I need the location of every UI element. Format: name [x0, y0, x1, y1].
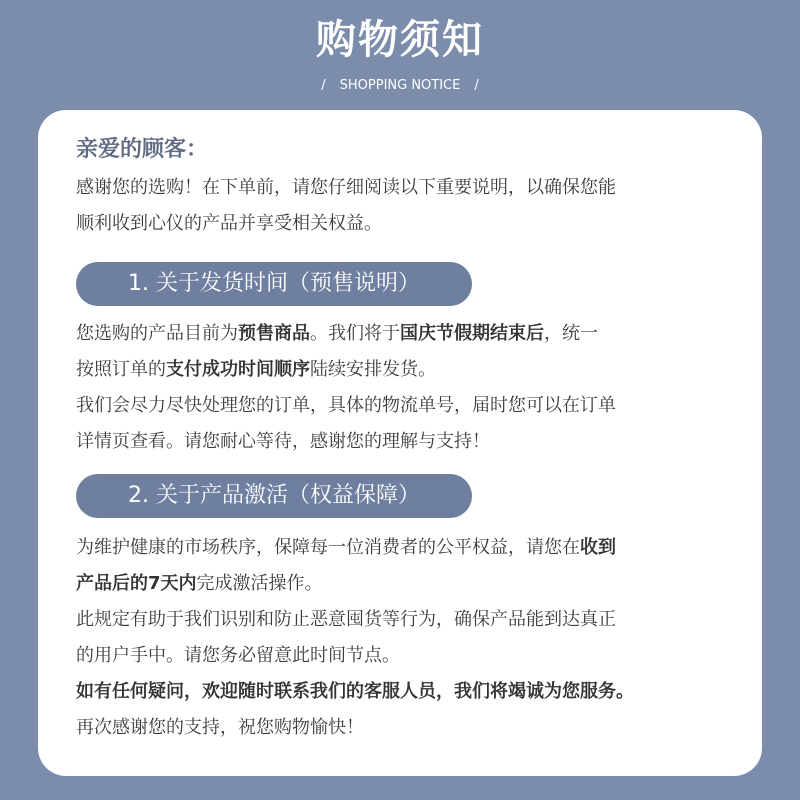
highlight-contact: 如有任何疑问，欢迎随时联系我们的客服人员，我们将竭诚为您服务。	[76, 681, 634, 702]
section-2-line-5	[76, 674, 736, 710]
section-1-body	[76, 316, 736, 460]
section-1-line-2	[76, 352, 736, 388]
text: 。我们将于	[310, 323, 400, 344]
highlight-payment-order: 支付成功时间顺序	[166, 359, 310, 380]
page-title: 购物须知	[316, 17, 484, 63]
notice-card	[38, 110, 762, 776]
page-subtitle	[0, 76, 800, 96]
section-2-line-3: 此规定有助于我们识别和防止恶意囤货等行为，确保产品能到达真正	[76, 609, 616, 630]
intro-paragraph	[76, 170, 736, 242]
text: 按照订单的	[76, 359, 166, 380]
section-2-line-1	[76, 530, 736, 566]
subtitle-text: SHOPPING NOTICE	[339, 78, 461, 93]
section-2-body	[76, 530, 736, 746]
section-1-line-3: 我们会尽力尽快处理您的订单，具体的物流单号，届时您可以在订单	[76, 395, 616, 416]
section-2-heading: 2. 关于产品激活（权益保障）	[76, 474, 472, 518]
text: ，统一	[544, 323, 598, 344]
section-2-line-4: 的用户手中。请您务必留意此时间节点。	[76, 645, 400, 666]
subtitle-slash-right: /	[474, 78, 479, 93]
highlight-holiday: 国庆节假期结束后	[400, 323, 544, 344]
section-2-line-6: 再次感谢您的支持，祝您购物愉快！	[76, 717, 364, 738]
text: 为维护健康的市场秩序，保障每一位消费者的公平权益，请您在	[76, 537, 580, 558]
subtitle-slash-left: /	[321, 78, 326, 93]
text: 完成激活操作。	[196, 573, 323, 594]
intro-line-2: 顺利收到心仪的产品并享受相关权益。	[76, 213, 382, 234]
highlight-receive: 收到	[580, 537, 616, 558]
intro-line-1: 感谢您的选购！在下单前，请您仔细阅读以下重要说明，以确保您能	[76, 177, 616, 198]
highlight-presale: 预售商品	[238, 323, 310, 344]
section-1-line-4: 详情页查看。请您耐心等待，感谢您的理解与支持！	[76, 431, 490, 452]
section-2-line-2	[76, 566, 736, 602]
highlight-7-days: 产品后的7天内	[76, 573, 197, 594]
section-1-heading: 1. 关于发货时间（预售说明）	[76, 262, 472, 306]
greeting: 亲爱的顾客：	[76, 137, 209, 162]
section-1-line-1	[76, 316, 736, 352]
text: 陆续安排发货。	[310, 359, 436, 380]
text: 您选购的产品目前为	[76, 323, 238, 344]
